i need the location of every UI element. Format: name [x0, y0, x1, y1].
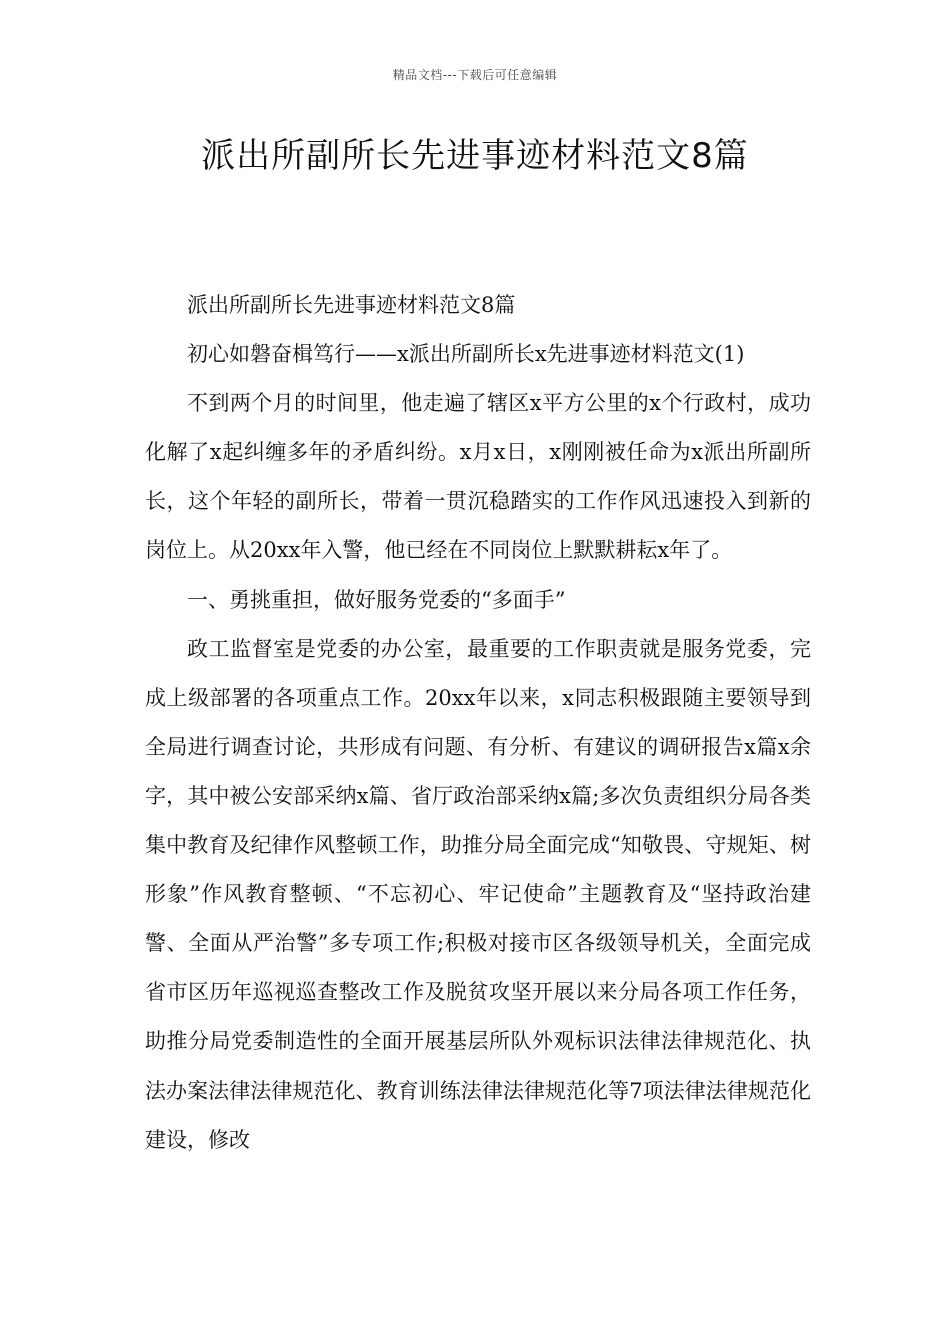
document-title: 派出所副所长先进事迹材料范文8篇	[201, 136, 749, 176]
paragraph-section-heading: 初心如磐奋楫笃行——x派出所副所长x先进事迹材料范文(1)	[187, 342, 745, 367]
paragraph-heading: 一、勇挑重担，做好服务党委的“多面手”	[187, 587, 566, 612]
paragraph: 不到两个月的时间里，他走遍了辖区x平方公里的x个行政村，成功化解了x起纠缠多年的矛盾纠纷。x月x日，x刚刚被任命为x派出所副所长，这个年轻的副所长，带着一贯沉稳踏实的工作作风迅速投入到新的岗位上。从20xx年入警，他已经在不同岗位上默默耕耘x年了。	[145, 391, 811, 563]
paragraph: 政工监督室是党委的办公室，最重要的工作职责就是服务党委，完成上级部署的各项重点工作。20xx年以来，x同志积极跟随主要领导到全局进行调查讨论，共形成有问题、有分析、有建议的调研报告x篇x余字，其中被公安部采纳x篇、省厅政治部采纳x篇;多次负责组织分局各类集中教育及纪律作风整顿工作，助推分局全面完成“知敬畏、守规矩、树形象”作风教育整顿、“不忘初心、牢记使命”主题教育及“坚持政治建警、全面从严治警”多专项工作;积极对接市区各级领导机关，全面完成省市区历年巡视巡查整改工作及脱贫攻坚开展以来分局各项工作任务，助推分局党委制造性的全面开展基层所队外观标识法律法律规范化、执法办案法律法律规范化、教育训练法律法律规范化等7项法律法律规范化建设，修改	[145, 636, 811, 1152]
paragraph-subtitle: 派出所副所长先进事迹材料范文8篇	[187, 293, 516, 317]
document-body	[145, 281, 811, 1165]
header-note: 精品文档---下载后可任意编辑	[392, 68, 558, 82]
